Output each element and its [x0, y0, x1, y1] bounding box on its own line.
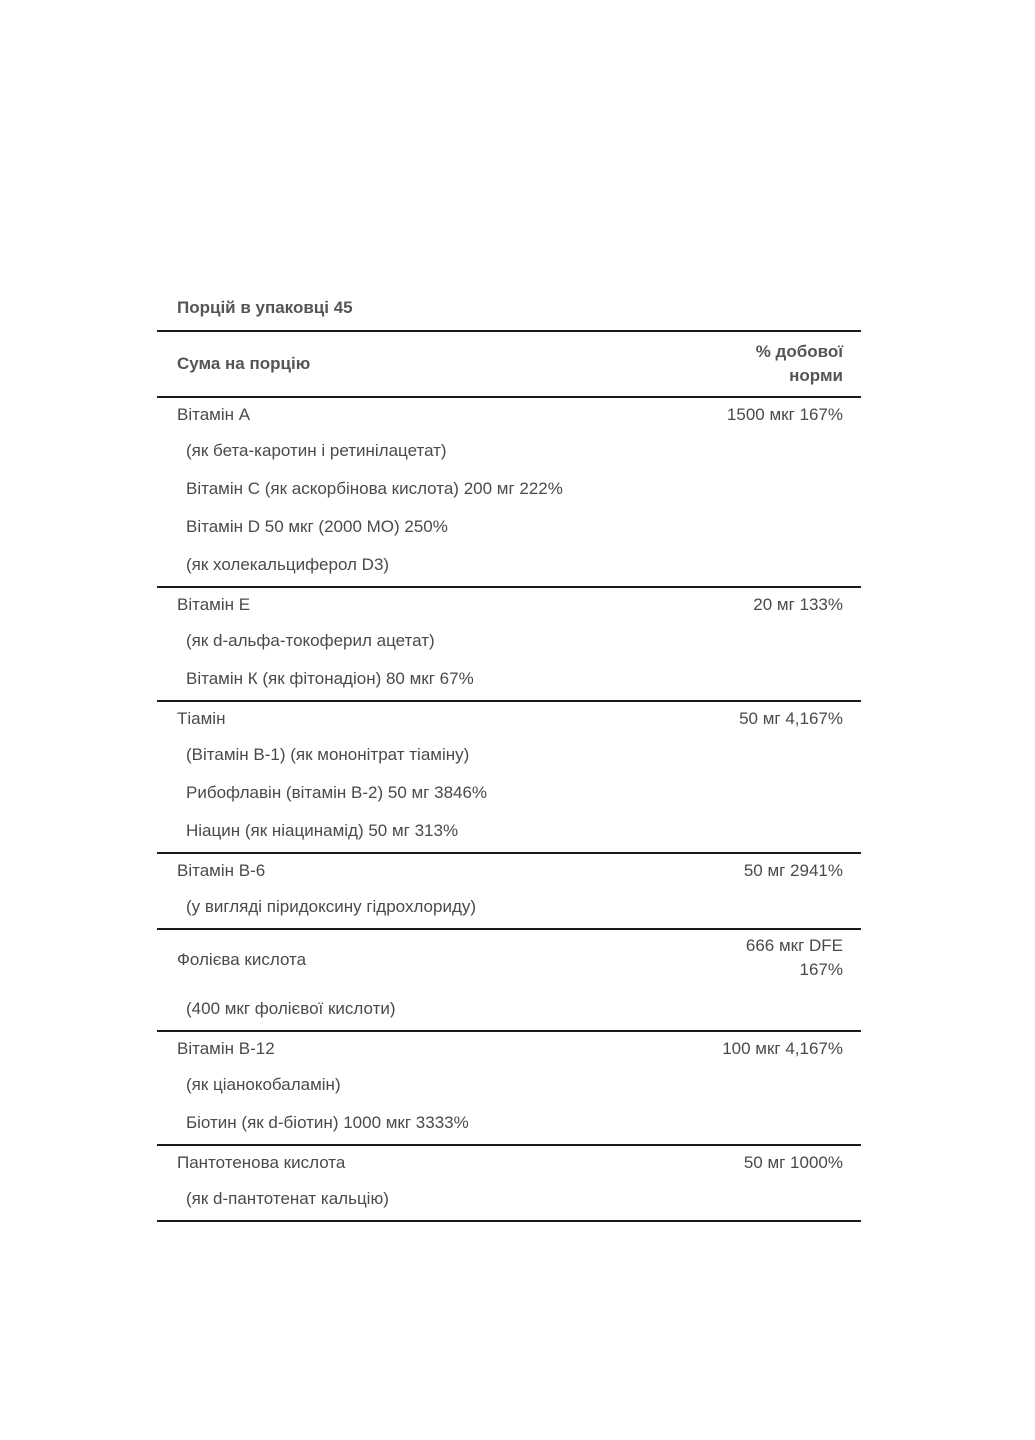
nutrient-row [157, 1032, 861, 1066]
servings-per-container: Порцій в упаковці 45 [177, 298, 353, 317]
nutrient-row [157, 398, 861, 432]
nutrient-group [157, 588, 861, 700]
nutrient-name: Вітамін Е [177, 595, 251, 614]
nutrient-group [157, 930, 861, 1030]
nutrient-subline: (як бета-каротин і ретинілацетат) [186, 441, 447, 460]
nutrient-name: Вітамін А [177, 405, 251, 424]
nutrient-subline: (як d-альфа-токоферил ацетат) [186, 631, 435, 650]
nutrient-row [157, 702, 861, 736]
nutrient-subline: (як d-пантотенат кальцію) [186, 1189, 389, 1208]
nutrient-row [157, 854, 861, 888]
nutrient-subline: (у вигляді піридоксину гідрохлориду) [186, 897, 477, 916]
nutrient-subline: Вітамін С (як аскорбінова кислота) 200 мг 222% [186, 479, 563, 498]
divider [157, 1220, 861, 1222]
nutrient-group [157, 702, 861, 852]
nutrient-subline: (400 мкг фолієвої кислоти) [186, 999, 396, 1018]
nutrient-name: Вітамін В-6 [177, 861, 266, 880]
nutrient-name: Тіамін [177, 709, 226, 728]
supplement-facts-panel [157, 296, 861, 1222]
nutrient-name: Фолієва кислота [177, 950, 307, 969]
nutrient-subline: Рибофлавін (вітамін В-2) 50 мг 3846% [186, 783, 488, 802]
amount-per-serving-label: Сума на порцію [177, 354, 311, 373]
nutrient-value: 100 мкг 4,167% [722, 1039, 843, 1058]
nutrient-group [157, 854, 861, 928]
nutrient-subline: Біотин (як d-біотин) 1000 мкг 3333% [186, 1113, 469, 1132]
nutrient-row [157, 930, 861, 990]
daily-value-header: % добової норми [755, 342, 843, 385]
nutrient-subline: (як ціанокобаламін) [186, 1075, 341, 1094]
nutrient-value: 50 мг 2941% [743, 861, 843, 880]
nutrient-value: 20 мг 133% [753, 595, 843, 614]
nutrient-value: 50 мг 1000% [743, 1153, 843, 1172]
nutrient-row [157, 588, 861, 622]
nutrient-name: Вітамін В-12 [177, 1039, 275, 1058]
nutrient-subline: Вітамін D 50 мкг (2000 МО) 250% [186, 517, 448, 536]
nutrient-name: Пантотенова кислота [177, 1153, 346, 1172]
nutrient-group [157, 1146, 861, 1220]
table-header [157, 332, 861, 396]
nutrient-group [157, 1032, 861, 1144]
nutrient-subline: Ніацин (як ніацинамід) 50 мг 313% [186, 821, 459, 840]
nutrient-value: 50 мг 4,167% [739, 709, 843, 728]
nutrient-group [157, 398, 861, 586]
nutrient-value: 666 мкг DFE 167% [745, 936, 843, 979]
nutrient-subline: (Вітамін В-1) (як мононітрат тіаміну) [186, 745, 470, 764]
nutrient-subline: Вітамін К (як фітонадіон) 80 мкг 67% [186, 669, 474, 688]
nutrient-subline: (як холекальциферол D3) [186, 555, 390, 574]
nutrient-row [157, 1146, 861, 1180]
nutrient-value: 1500 мкг 167% [726, 405, 843, 424]
